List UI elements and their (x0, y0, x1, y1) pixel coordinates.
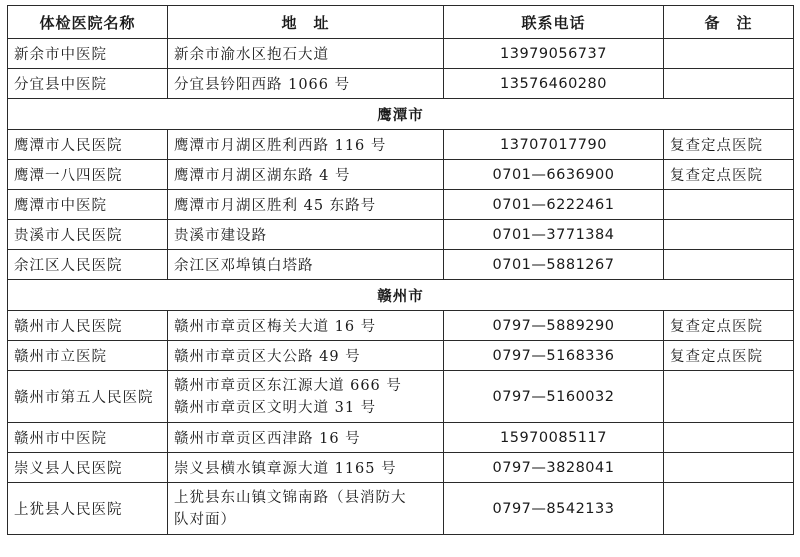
hospital-address: 分宜县钤阳西路 1066 号 (168, 69, 444, 99)
hospital-address: 赣州市章贡区梅关大道 16 号 (168, 311, 444, 341)
hospital-phone: 0797—3828041 (444, 453, 664, 483)
hospital-note (664, 453, 794, 483)
table-row (8, 341, 794, 371)
hospital-address: 贵溪市建设路 (168, 220, 444, 250)
hospital-address: 新余市渝水区抱石大道 (168, 39, 444, 69)
hospital-name: 赣州市立医院 (8, 341, 168, 371)
hospital-name: 分宜县中医院 (8, 69, 168, 99)
hospital-note (664, 423, 794, 453)
hospital-address (168, 483, 444, 535)
hospital-address (168, 371, 444, 423)
hospital-phone: 0701—5881267 (444, 250, 664, 280)
section-title-ganzhou: 赣州市 (8, 280, 794, 311)
hospital-address: 鹰潭市月湖区湖东路 4 号 (168, 160, 444, 190)
address-line: 队对面） (174, 511, 236, 528)
hospital-address: 鹰潭市月湖区胜利 45 东路号 (168, 190, 444, 220)
header-phone: 联系电话 (444, 6, 664, 39)
hospital-phone: 0701—6222461 (444, 190, 664, 220)
hospital-phone: 0797—5160032 (444, 371, 664, 423)
section-row-yingtan (8, 99, 794, 130)
hospital-note (664, 69, 794, 99)
address-line: 上犹县东山镇文锦南路（县消防大 (174, 489, 407, 506)
header-address: 地 址 (168, 6, 444, 39)
hospital-address: 赣州市章贡区大公路 49 号 (168, 341, 444, 371)
table-row (8, 190, 794, 220)
address-line: 赣州市章贡区东江源大道 666 号 (174, 377, 402, 394)
hospital-phone: 0701—6636900 (444, 160, 664, 190)
table-row (8, 483, 794, 535)
hospital-name: 赣州市人民医院 (8, 311, 168, 341)
hospital-name: 崇义县人民医院 (8, 453, 168, 483)
hospital-name: 赣州市中医院 (8, 423, 168, 453)
table-row (8, 160, 794, 190)
hospital-note: 复查定点医院 (664, 160, 794, 190)
hospital-name: 贵溪市人民医院 (8, 220, 168, 250)
table-row (8, 130, 794, 160)
hospital-name: 鹰潭市人民医院 (8, 130, 168, 160)
hospital-phone: 0701—3771384 (444, 220, 664, 250)
hospital-note: 复查定点医院 (664, 130, 794, 160)
hospital-address: 崇义县横水镇章源大道 1165 号 (168, 453, 444, 483)
header-name: 体检医院名称 (8, 6, 168, 39)
section-row-ganzhou (8, 280, 794, 311)
section-title-yingtan: 鹰潭市 (8, 99, 794, 130)
hospital-name: 鹰潭市中医院 (8, 190, 168, 220)
table-row (8, 69, 794, 99)
table-row (8, 220, 794, 250)
table-row (8, 453, 794, 483)
hospital-phone: 15970085117 (444, 423, 664, 453)
hospital-note (664, 220, 794, 250)
header-note: 备 注 (664, 6, 794, 39)
hospital-address: 赣州市章贡区西津路 16 号 (168, 423, 444, 453)
table-row (8, 311, 794, 341)
address-line: 赣州市章贡区文明大道 31 号 (174, 399, 377, 416)
hospital-phone: 13576460280 (444, 69, 664, 99)
table-header-row (8, 6, 794, 39)
hospital-note (664, 39, 794, 69)
hospital-note: 复查定点医院 (664, 341, 794, 371)
hospital-name: 上犹县人民医院 (8, 483, 168, 535)
hospital-note (664, 250, 794, 280)
table-row (8, 39, 794, 69)
hospital-note: 复查定点医院 (664, 311, 794, 341)
hospital-name: 鹰潭一八四医院 (8, 160, 168, 190)
hospital-table (7, 5, 794, 535)
hospital-phone: 0797—8542133 (444, 483, 664, 535)
hospital-note (664, 190, 794, 220)
hospital-note (664, 371, 794, 423)
hospital-phone: 13979056737 (444, 39, 664, 69)
hospital-address: 鹰潭市月湖区胜利西路 116 号 (168, 130, 444, 160)
hospital-phone: 0797—5889290 (444, 311, 664, 341)
hospital-name: 新余市中医院 (8, 39, 168, 69)
hospital-name: 余江区人民医院 (8, 250, 168, 280)
hospital-note (664, 483, 794, 535)
table-row (8, 250, 794, 280)
table-row (8, 423, 794, 453)
hospital-address: 余江区邓埠镇白塔路 (168, 250, 444, 280)
table-row (8, 371, 794, 423)
hospital-phone: 13707017790 (444, 130, 664, 160)
hospital-phone: 0797—5168336 (444, 341, 664, 371)
hospital-name: 赣州市第五人民医院 (8, 371, 168, 423)
